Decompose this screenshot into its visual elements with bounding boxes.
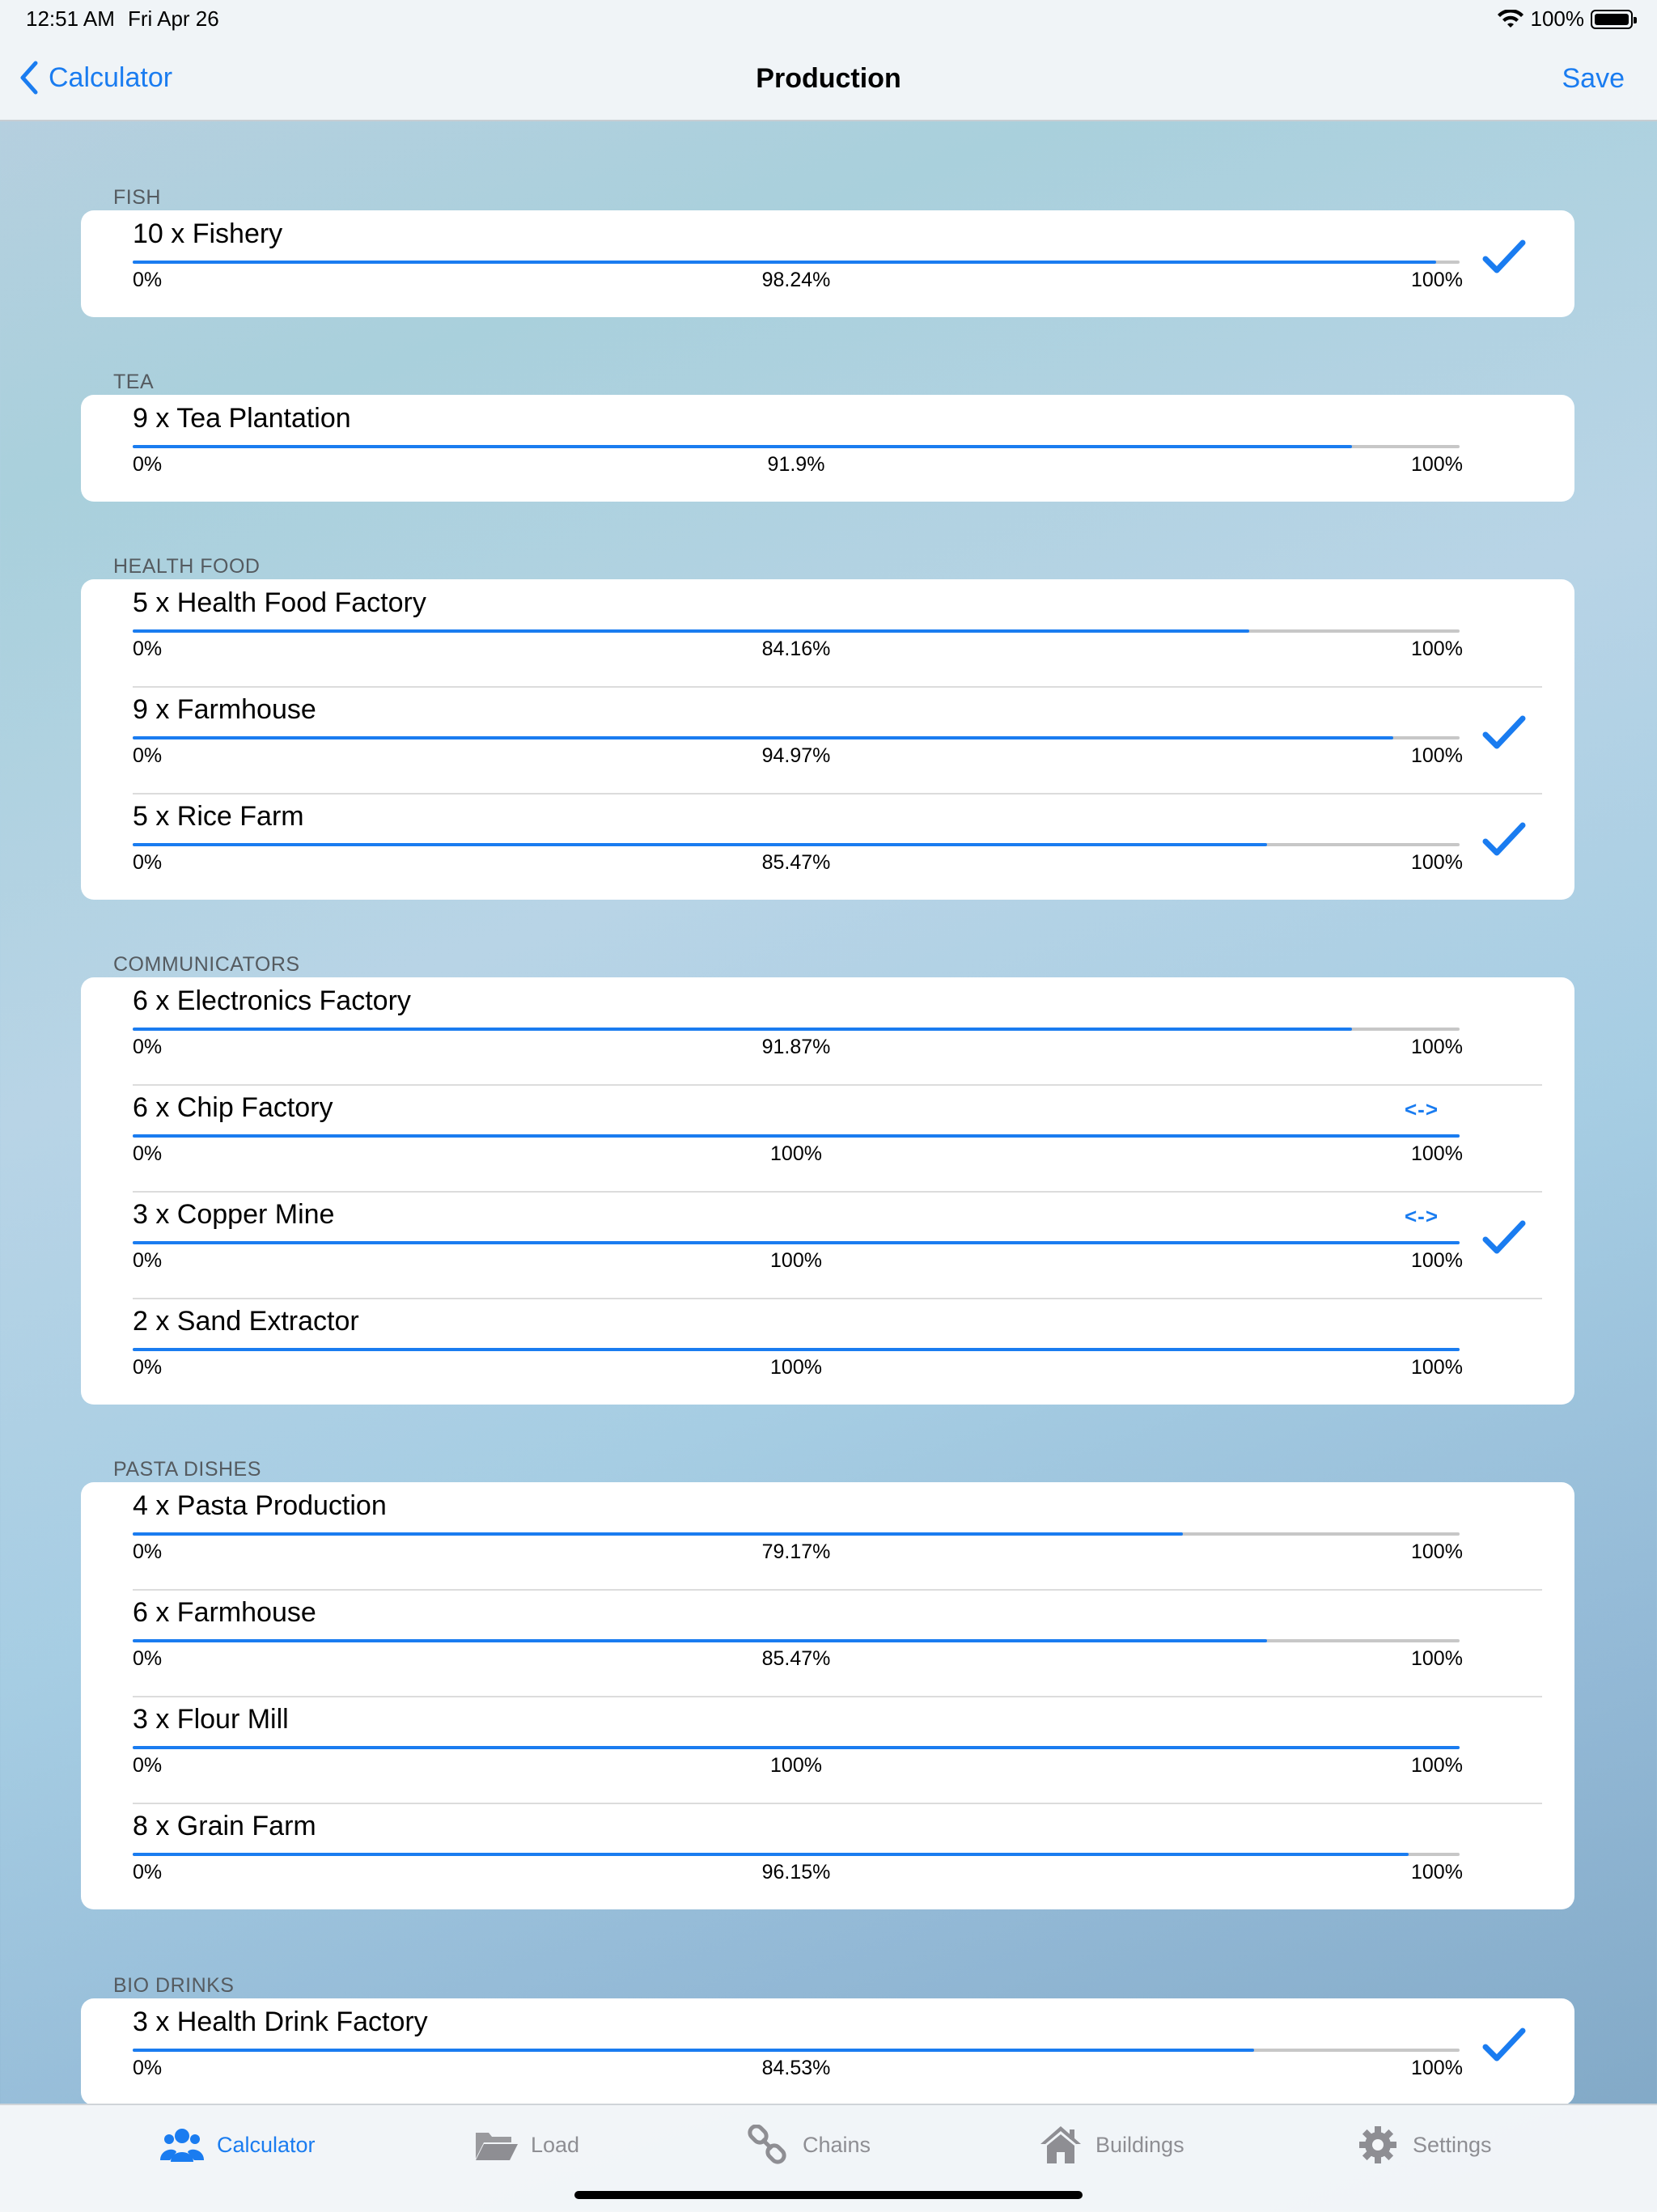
max-label: 100% bbox=[1411, 1356, 1463, 1379]
min-label: 0% bbox=[133, 453, 163, 476]
value-label: 94.97% bbox=[761, 744, 831, 767]
value-label: 85.47% bbox=[761, 1647, 831, 1670]
building-title: 9 x Tea Plantation bbox=[133, 403, 351, 434]
tab-settings[interactable] bbox=[1356, 2125, 1492, 2165]
max-label: 100% bbox=[1411, 1754, 1463, 1777]
min-label: 0% bbox=[133, 1356, 163, 1379]
navigation-bar bbox=[0, 0, 1657, 121]
tab-calculator[interactable] bbox=[160, 2125, 316, 2165]
production-row[interactable] bbox=[81, 1696, 1574, 1803]
value-label: 100% bbox=[770, 1754, 822, 1777]
production-row[interactable] bbox=[81, 1482, 1574, 1589]
building-title: 2 x Sand Extractor bbox=[133, 1306, 359, 1337]
productivity-fill bbox=[133, 1348, 1460, 1351]
battery-icon bbox=[1591, 10, 1633, 29]
max-label: 100% bbox=[1411, 1249, 1463, 1272]
building-title: 10 x Fishery bbox=[133, 218, 283, 249]
productivity-slider[interactable] bbox=[133, 1853, 1460, 1856]
min-label: 0% bbox=[133, 744, 163, 767]
max-label: 100% bbox=[1411, 744, 1463, 767]
productivity-fill bbox=[133, 843, 1267, 846]
section-header: PASTA DISHES bbox=[113, 1458, 261, 1481]
production-list[interactable] bbox=[0, 121, 1657, 2104]
value-label: 100% bbox=[770, 1356, 822, 1379]
productivity-slider[interactable] bbox=[133, 261, 1460, 264]
back-button-label: Calculator bbox=[49, 61, 173, 93]
min-label: 0% bbox=[133, 1754, 163, 1777]
min-label: 0% bbox=[133, 851, 163, 874]
checkmark-icon[interactable] bbox=[1482, 239, 1526, 275]
section-card bbox=[81, 579, 1574, 900]
page-title: Production bbox=[756, 63, 901, 94]
production-row[interactable] bbox=[81, 1589, 1574, 1696]
building-title: 3 x Flour Mill bbox=[133, 1704, 289, 1735]
building-title: 6 x Farmhouse bbox=[133, 1597, 316, 1628]
productivity-slider[interactable] bbox=[133, 736, 1460, 739]
section-card bbox=[81, 1482, 1574, 1909]
productivity-slider[interactable] bbox=[133, 1134, 1460, 1138]
max-label: 100% bbox=[1411, 1861, 1463, 1884]
max-label: 100% bbox=[1411, 1036, 1463, 1058]
section-header: HEALTH FOOD bbox=[113, 555, 261, 578]
value-label: 85.47% bbox=[761, 851, 831, 874]
productivity-fill bbox=[133, 1028, 1352, 1031]
swap-button[interactable]: <-> bbox=[1405, 1097, 1439, 1121]
building-title: 3 x Health Drink Factory bbox=[133, 2006, 428, 2037]
productivity-fill bbox=[133, 2049, 1254, 2052]
production-row[interactable] bbox=[81, 1084, 1574, 1191]
production-row[interactable] bbox=[81, 977, 1574, 1084]
section-header: FISH bbox=[113, 186, 161, 209]
production-row[interactable] bbox=[81, 686, 1574, 793]
house-icon bbox=[1039, 2125, 1083, 2165]
folder-icon bbox=[474, 2125, 518, 2165]
building-title: 6 x Chip Factory bbox=[133, 1092, 333, 1123]
productivity-fill bbox=[133, 1134, 1460, 1138]
max-label: 100% bbox=[1411, 638, 1463, 660]
productivity-fill bbox=[133, 1746, 1460, 1749]
value-label: 91.87% bbox=[761, 1036, 831, 1058]
tab-label: Load bbox=[531, 2132, 580, 2157]
section-card bbox=[81, 395, 1574, 502]
min-label: 0% bbox=[133, 1861, 163, 1884]
max-label: 100% bbox=[1411, 2057, 1463, 2079]
value-label: 100% bbox=[770, 1142, 822, 1165]
production-row[interactable] bbox=[81, 793, 1574, 900]
value-label: 100% bbox=[770, 1249, 822, 1272]
tab-load[interactable] bbox=[474, 2125, 579, 2165]
productivity-fill bbox=[133, 261, 1436, 264]
productivity-slider[interactable] bbox=[133, 1532, 1460, 1536]
gear-icon bbox=[1356, 2125, 1400, 2165]
production-row[interactable] bbox=[81, 1298, 1574, 1405]
max-label: 100% bbox=[1411, 269, 1463, 291]
checkmark-icon[interactable] bbox=[1482, 822, 1526, 858]
min-label: 0% bbox=[133, 2057, 163, 2079]
production-row[interactable] bbox=[81, 1191, 1574, 1298]
production-row[interactable] bbox=[81, 395, 1574, 502]
section-header: BIO DRINKS bbox=[113, 1974, 235, 1997]
productivity-fill bbox=[133, 736, 1393, 739]
productivity-slider[interactable] bbox=[133, 1028, 1460, 1031]
productivity-fill bbox=[133, 445, 1352, 448]
min-label: 0% bbox=[133, 1249, 163, 1272]
building-title: 3 x Copper Mine bbox=[133, 1199, 335, 1230]
value-label: 96.15% bbox=[761, 1861, 831, 1884]
checkmark-icon[interactable] bbox=[1482, 2028, 1526, 2063]
building-title: 9 x Farmhouse bbox=[133, 694, 316, 725]
max-label: 100% bbox=[1411, 851, 1463, 874]
production-row[interactable] bbox=[81, 1998, 1574, 2104]
status-indicators bbox=[1497, 6, 1634, 32]
productivity-fill bbox=[133, 629, 1249, 633]
productivity-slider[interactable] bbox=[133, 1639, 1460, 1642]
building-title: 6 x Electronics Factory bbox=[133, 985, 411, 1016]
min-label: 0% bbox=[133, 1142, 163, 1165]
min-label: 0% bbox=[133, 1036, 163, 1058]
productivity-fill bbox=[133, 1532, 1183, 1536]
min-label: 0% bbox=[133, 269, 163, 291]
production-row[interactable] bbox=[81, 210, 1574, 317]
productivity-slider[interactable] bbox=[133, 1348, 1460, 1351]
productivity-slider[interactable] bbox=[133, 2049, 1460, 2052]
chain-icon bbox=[746, 2125, 790, 2165]
status-date: Fri Apr 26 bbox=[128, 6, 219, 31]
min-label: 0% bbox=[133, 1540, 163, 1563]
checkmark-icon[interactable] bbox=[1482, 1220, 1526, 1256]
save-button[interactable]: Save bbox=[1562, 63, 1625, 94]
max-label: 100% bbox=[1411, 1647, 1463, 1670]
section-header: COMMUNICATORS bbox=[113, 953, 300, 976]
tab-label: Calculator bbox=[217, 2132, 316, 2157]
production-row[interactable] bbox=[81, 1803, 1574, 1909]
value-label: 84.53% bbox=[761, 2057, 831, 2079]
production-row[interactable] bbox=[81, 579, 1574, 686]
tab-label: Settings bbox=[1413, 2132, 1492, 2157]
building-title: 5 x Health Food Factory bbox=[133, 587, 426, 618]
tab-buildings[interactable] bbox=[1039, 2125, 1184, 2165]
checkmark-icon[interactable] bbox=[1482, 715, 1526, 751]
tab-label: Chains bbox=[803, 2132, 871, 2157]
swap-button[interactable]: <-> bbox=[1405, 1204, 1439, 1228]
tab-chains[interactable] bbox=[746, 2125, 871, 2165]
tab-bar bbox=[0, 2104, 1657, 2212]
max-label: 100% bbox=[1411, 1540, 1463, 1563]
min-label: 0% bbox=[133, 638, 163, 660]
section-card bbox=[81, 1998, 1574, 2104]
productivity-slider[interactable] bbox=[133, 445, 1460, 448]
wifi-icon bbox=[1497, 10, 1524, 29]
section-card bbox=[81, 977, 1574, 1405]
section-card bbox=[81, 210, 1574, 317]
value-label: 79.17% bbox=[761, 1540, 831, 1563]
productivity-slider[interactable] bbox=[133, 1746, 1460, 1749]
home-indicator bbox=[574, 2191, 1083, 2199]
value-label: 98.24% bbox=[761, 269, 831, 291]
productivity-slider[interactable] bbox=[133, 1241, 1460, 1244]
productivity-fill bbox=[133, 1241, 1460, 1244]
battery-percent: 100% bbox=[1530, 6, 1584, 31]
min-label: 0% bbox=[133, 1647, 163, 1670]
building-title: 5 x Rice Farm bbox=[133, 801, 304, 832]
section-header: TEA bbox=[113, 371, 155, 393]
building-title: 4 x Pasta Production bbox=[133, 1490, 387, 1521]
people-icon bbox=[160, 2125, 204, 2165]
status-time: 12:51 AM bbox=[26, 6, 115, 31]
productivity-fill bbox=[133, 1853, 1409, 1856]
productivity-slider[interactable] bbox=[133, 629, 1460, 633]
productivity-fill bbox=[133, 1639, 1267, 1642]
productivity-slider[interactable] bbox=[133, 843, 1460, 846]
building-title: 8 x Grain Farm bbox=[133, 1811, 316, 1841]
value-label: 84.16% bbox=[761, 638, 831, 660]
value-label: 91.9% bbox=[767, 453, 825, 476]
max-label: 100% bbox=[1411, 453, 1463, 476]
max-label: 100% bbox=[1411, 1142, 1463, 1165]
tab-label: Buildings bbox=[1095, 2132, 1184, 2157]
